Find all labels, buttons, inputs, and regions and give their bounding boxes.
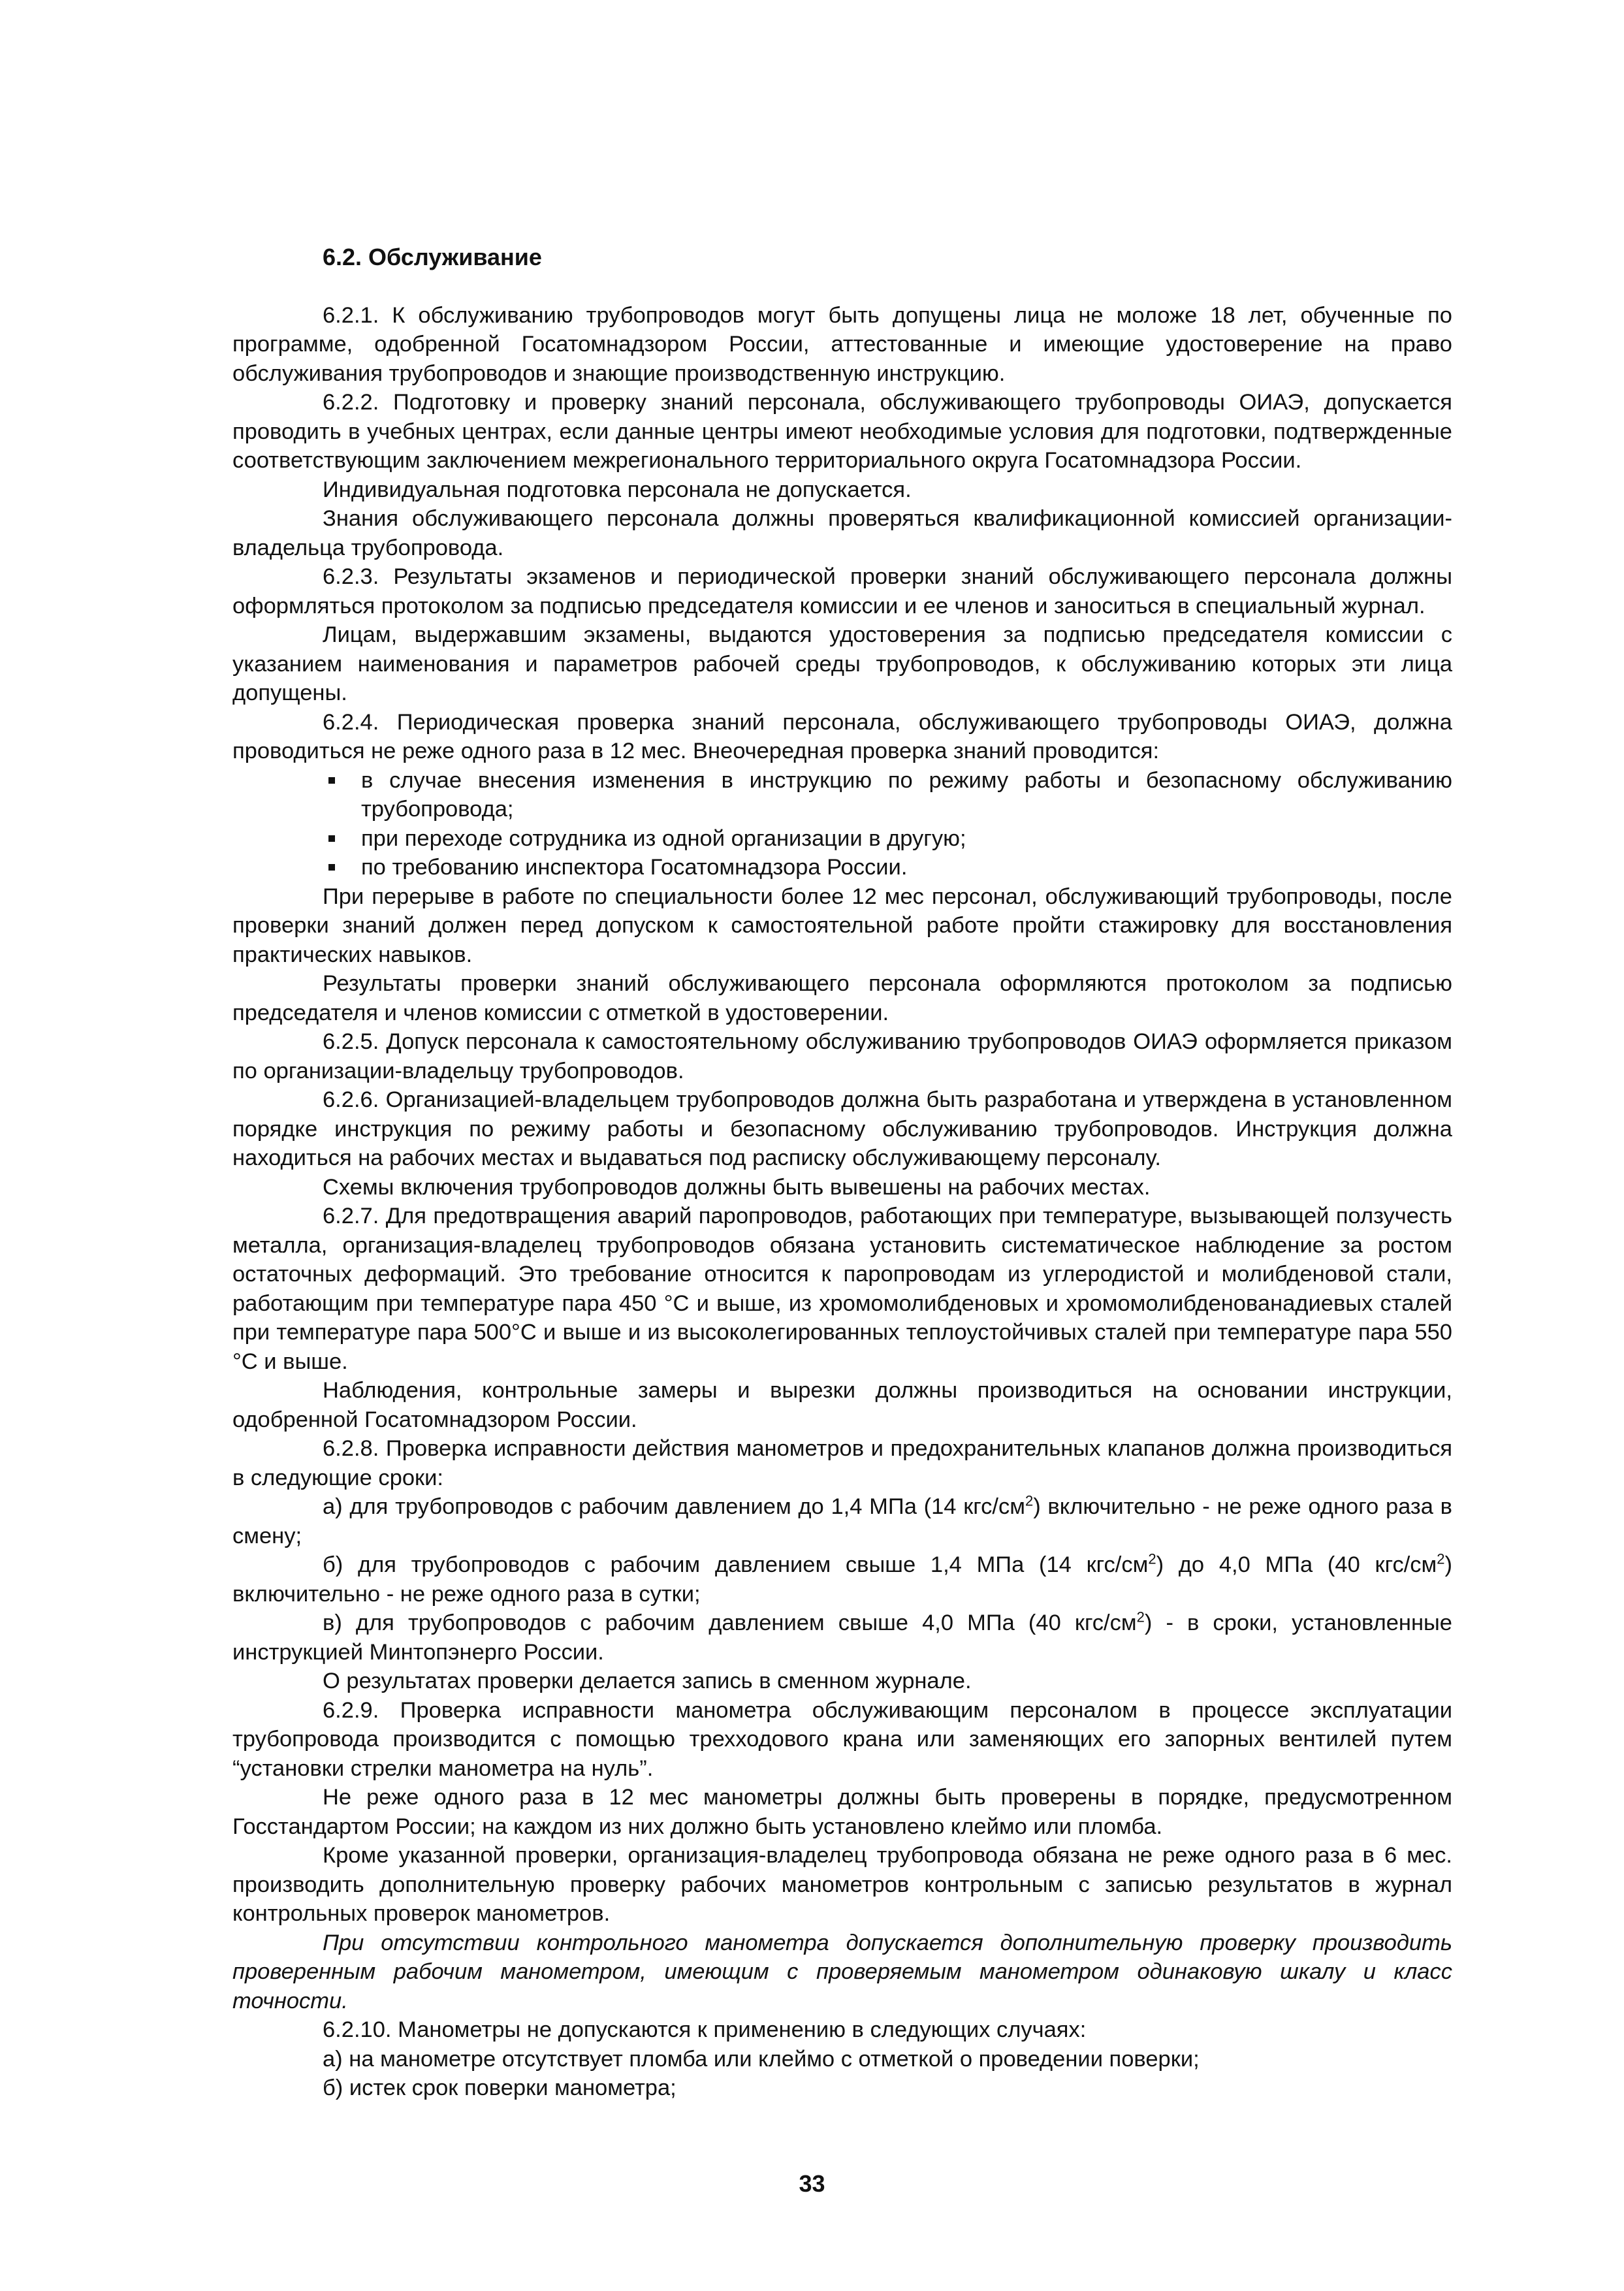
paragraph-case-b: б) истек срок поверки манометра; bbox=[323, 2075, 677, 2100]
paragraph-6-2-8: 6.2.8. Проверка исправности действия манометров и предохранительных клапанов должна производиться в следующие сроки: bbox=[232, 1436, 1452, 1490]
superscript: 2 bbox=[1437, 1550, 1445, 1567]
paragraph-6-2-2: 6.2.2. Подготовку и проверку знаний персонала, обслуживающего трубопроводы ОИАЭ, допускается проводить в учебных центрах, если данные центры имеют необходимые условия для подготовки, подтвержденные соответствующим заключением межрегионального территориального округа Госатомнадзора России. bbox=[232, 390, 1452, 473]
superscript: 2 bbox=[1136, 1609, 1145, 1626]
text-fragment: б) для трубопроводов с рабочим давлением свыше 1,4 МПа (14 кгс/см bbox=[323, 1552, 1149, 1577]
paragraph-observations: Наблюдения, контрольные замеры и вырезки должны производиться на основании инструкции, одобренной Госатомнадзором России. bbox=[232, 1378, 1452, 1432]
list-item-text: по требованию инспектора Госатомнадзора России. bbox=[361, 855, 908, 880]
list-item bbox=[232, 766, 1452, 824]
paragraph-certificates: Лицам, выдержавшим экзамены, выдаются удостоверения за подписью председателя комиссии с указанием наименования и параметров рабочей среды трубопроводов, к обслуживанию которых эти лица допущены. bbox=[232, 622, 1452, 705]
bullet-marker bbox=[328, 835, 335, 842]
paragraph-knowledge-check: Знания обслуживающего персонала должны проверяться квалификационной комиссией организации-владельца трубопровода. bbox=[232, 506, 1452, 560]
superscript: 2 bbox=[1148, 1550, 1156, 1567]
paragraph-italic-note: При отсутствии контрольного манометра допускается дополнительную проверку производить проверенным рабочим манометром, имеющим с проверяемым манометром одинаковую шкалу и класс точности. bbox=[232, 1930, 1452, 2013]
paragraph-check-results: Результаты проверки знаний обслуживающего персонала оформляются протоколом за подписью председателя и членов комиссии с отметкой в удостоверении. bbox=[232, 971, 1452, 1025]
text-fragment: в) для трубопроводов с рабочим давлением свыше 4,0 МПа (40 кгс/см bbox=[323, 1610, 1137, 1635]
paragraph-6-2-5: 6.2.5. Допуск персонала к самостоятельному обслуживанию трубопроводов ОИАЭ оформляется приказом по организации-владельцу трубопроводов. bbox=[232, 1029, 1452, 1083]
text-fragment: ) до 4,0 МПа (40 кгс/см bbox=[1156, 1552, 1437, 1577]
paragraph-work-break: При перерыве в работе по специальности более 12 мес персонал, обслуживающий трубопроводы, после проверки знаний должен перед допуском к самостоятельной работе пройти стажировку для восстановления практических навыков. bbox=[232, 884, 1452, 967]
paragraph-6-2-3: 6.2.3. Результаты экзаменов и периодической проверки знаний обслуживающего персонала должны оформляться протоколом за подписью председателя комиссии и ее членов и заноситься в специальный журнал. bbox=[232, 564, 1452, 618]
page-number: 33 bbox=[799, 2170, 825, 2197]
paragraph-6-2-9: 6.2.9. Проверка исправности манометра обслуживающим персоналом в процессе эксплуатации трубопровода производится с помощью трехходового крана или заменяющих его запорных вентилей путем “установки стрелки манометра на нуль”. bbox=[232, 1697, 1452, 1781]
list-item-text: при переходе сотрудника из одной организации в другую; bbox=[361, 825, 966, 851]
paragraph-6-2-10: 6.2.10. Манометры не допускаются к применению в следующих случаях: bbox=[323, 2017, 1087, 2042]
paragraph-shift-log: О результатах проверки делается запись в сменном журнале. bbox=[323, 1669, 972, 1693]
bullet-list bbox=[232, 766, 1452, 882]
paragraph-gosstandart: Не реже одного раза в 12 мес манометры должны быть проверены в порядке, предусмотренном Госстандартом России; на каждом из них должно быть установлено клеймо или пломба. bbox=[232, 1785, 1452, 1839]
list-item-text: в случае внесения изменения в инструкцию по режиму работы и безопасному обслуживанию трубопровода; bbox=[361, 767, 1452, 822]
paragraph-individual-training: Индивидуальная подготовка персонала не допускается. bbox=[323, 477, 912, 502]
superscript: 2 bbox=[1025, 1492, 1034, 1509]
paragraph-check-b bbox=[232, 1550, 1452, 1609]
section-heading: 6.2. Обслуживание bbox=[323, 244, 542, 270]
paragraph-check-c bbox=[232, 1609, 1452, 1667]
paragraph-6-2-1: 6.2.1. К обслуживанию трубопроводов могут быть допущены лица не моложе 18 лет, обученные по программе, одобренной Госатомнадзором России, аттестованные и имеющие удостоверение на право обслуживания трубопроводов и знающие производственную инструкцию. bbox=[232, 302, 1452, 386]
text-fragment: ) включительно - не реже одного раза в сутки; bbox=[232, 1552, 1452, 1607]
paragraph-additional-check: Кроме указанной проверки, организация-владелец трубопровода обязана не реже одного раза в 6 мес. производить дополнительную проверку рабочих манометров контрольным с записью результатов в журнал контрольных проверок манометров. bbox=[232, 1843, 1452, 1926]
paragraph-6-2-6: 6.2.6. Организацией-владельцем трубопроводов должна быть разработана и утверждена в установленном порядке инструкция по режиму работы и безопасному обслуживанию трубопроводов. Инструкция должна находиться на рабочих местах и выдаваться под расписку обслуживающему персоналу. bbox=[232, 1087, 1452, 1170]
bullet-marker bbox=[328, 777, 335, 784]
paragraph-6-2-4: 6.2.4. Периодическая проверка знаний персонала, обслуживающего трубопроводы ОИАЭ, должна проводиться не реже одного раза в 12 мес. Внеочередная проверка знаний проводится: bbox=[232, 709, 1452, 763]
bullet-marker bbox=[328, 864, 335, 871]
paragraph-check-a bbox=[232, 1492, 1452, 1550]
text-fragment: ) - в сроки, установленные инструкцией Минтопэнерго России. bbox=[232, 1610, 1452, 1665]
text-fragment: ) включительно - не реже одного раза в смену; bbox=[232, 1494, 1452, 1548]
text-fragment: а) для трубопроводов с рабочим давлением до 1,4 МПа (14 кгс/см bbox=[323, 1494, 1025, 1519]
document-body bbox=[232, 243, 1452, 2103]
list-item bbox=[232, 853, 1452, 882]
paragraph-case-a: а) на манометре отсутствует пломба или клеймо с отметкой о проведении поверки; bbox=[323, 2046, 1200, 2072]
paragraph-schemes: Схемы включения трубопроводов должны быть вывешены на рабочих местах. bbox=[323, 1174, 1151, 1200]
paragraph-6-2-7: 6.2.7. Для предотвращения аварий паропроводов, работающих при температуре, вызывающей ползучесть металла, организация-владелец трубопроводов обязана установить систематическое наблюдение за ростом остаточных деформаций. Это требование относится к паропроводам из углеродистой и молибденовой стали, работающим при температуре пара 450 °С и выше, из хромомолибденовых и хромомолибденованадиевых сталей при температуре пара 500°С и выше и из высоколегированных теплоустойчивых сталей при температуре пара 550 °С и выше. bbox=[232, 1204, 1452, 1374]
list-item bbox=[232, 824, 1452, 854]
